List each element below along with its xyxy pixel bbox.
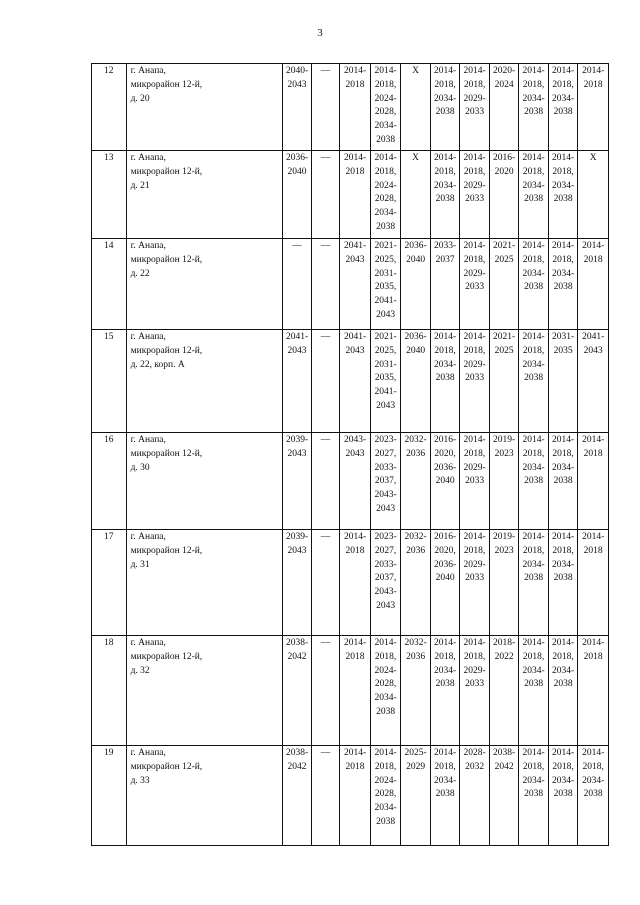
period-cell: 2028- 2032 [460, 746, 490, 846]
period-cell: 2031- 2035 [548, 330, 578, 433]
period-cell: 2014- 2018, 2029- 2033 [460, 330, 490, 433]
period-cell: 2014- 2018 [578, 530, 609, 636]
period-cell: 2014- 2018, 2034- 2038 [548, 746, 578, 846]
table-row [92, 239, 609, 330]
table-row [92, 64, 609, 151]
period-cell: 2023- 2027, 2033- 2037, 2043- 2043 [370, 530, 401, 636]
period-cell: 2020- 2024 [489, 64, 519, 151]
row-number: 13 [92, 151, 127, 239]
address-cell: г. Анапа, микрорайон 12-й, д. 33 [126, 746, 283, 846]
period-cell: 2014- 2018, 2034- 2038 [548, 530, 578, 636]
period-cell: 2041- 2043 [578, 330, 609, 433]
table-row [92, 330, 609, 433]
period-cell: 2019- 2023 [489, 530, 519, 636]
period-cell: 2043- 2043 [340, 433, 371, 530]
period-cell: 2014- 2018 [340, 64, 371, 151]
period-cell: 2033- 2037 [430, 239, 460, 330]
period-cell: 2014- 2018, 2034- 2038 [519, 746, 549, 846]
period-cell: 2036- 2040 [401, 330, 431, 433]
period-cell: 2014- 2018, 2034- 2038 [519, 64, 549, 151]
row-number: 15 [92, 330, 127, 433]
period-cell: 2016- 2020, 2036- 2040 [430, 433, 460, 530]
period-cell: 2014- 2018 [578, 64, 609, 151]
period-cell: — [311, 636, 339, 746]
period-cell: 2041- 2043 [340, 239, 371, 330]
period-cell: 2014- 2018, 2029- 2033 [460, 636, 490, 746]
period-cell: 2018- 2022 [489, 636, 519, 746]
period-cell: 2014- 2018, 2034- 2038 [519, 239, 549, 330]
period-cell: 2038- 2042 [283, 636, 311, 746]
period-cell: 2032- 2036 [401, 636, 431, 746]
address-cell: г. Анапа, микрорайон 12-й, д. 20 [126, 64, 283, 151]
period-cell: 2014- 2018, 2034- 2038 [519, 151, 549, 239]
period-cell: 2014- 2018, 2024- 2028, 2034- 2038 [370, 636, 401, 746]
period-cell: 2014- 2018, 2034- 2038 [519, 530, 549, 636]
period-cell: — [311, 433, 339, 530]
period-cell: 2016- 2020 [489, 151, 519, 239]
period-cell: 2021- 2025 [489, 239, 519, 330]
period-cell: 2014- 2018, 2034- 2038 [519, 636, 549, 746]
period-cell: 2014- 2018, 2034- 2038 [430, 151, 460, 239]
period-cell: — [311, 530, 339, 636]
period-cell: 2014- 2018, 2034- 2038 [519, 433, 549, 530]
period-cell: X [401, 64, 431, 151]
row-number: 12 [92, 64, 127, 151]
period-cell: 2014- 2018 [340, 636, 371, 746]
period-cell: 2014- 2018, 2034- 2038 [548, 636, 578, 746]
period-cell: 2016- 2020, 2036- 2040 [430, 530, 460, 636]
period-cell: X [578, 151, 609, 239]
period-cell: 2041- 2043 [340, 330, 371, 433]
period-cell: 2014- 2018, 2024- 2028, 2034- 2038 [370, 746, 401, 846]
row-number: 19 [92, 746, 127, 846]
period-cell: X [401, 151, 431, 239]
period-cell: 2014- 2018, 2029- 2033 [460, 530, 490, 636]
period-cell: — [311, 330, 339, 433]
address-cell: г. Анапа, микрорайон 12-й, д. 31 [126, 530, 283, 636]
table-row [92, 433, 609, 530]
row-number: 16 [92, 433, 127, 530]
row-number: 14 [92, 239, 127, 330]
address-cell: г. Анапа, микрорайон 12-й, д. 22, корп. А [126, 330, 283, 433]
address-cell: г. Анапа, микрорайон 12-й, д. 22 [126, 239, 283, 330]
period-cell: 2014- 2018, 2034- 2038 [430, 636, 460, 746]
period-cell: 2021- 2025, 2031- 2035, 2041- 2043 [370, 239, 401, 330]
period-cell: 2036- 2040 [283, 151, 311, 239]
period-cell: 2014- 2018, 2034- 2038 [430, 64, 460, 151]
period-cell: 2041- 2043 [283, 330, 311, 433]
address-cell: г. Анапа, микрорайон 12-й, д. 32 [126, 636, 283, 746]
row-number: 17 [92, 530, 127, 636]
period-cell: 2014- 2018, 2034- 2038 [519, 330, 549, 433]
period-cell: 2014- 2018 [340, 530, 371, 636]
period-cell: 2014- 2018, 2024- 2028, 2034- 2038 [370, 64, 401, 151]
period-cell: 2025- 2029 [401, 746, 431, 846]
period-cell: 2019- 2023 [489, 433, 519, 530]
period-cell: 2014- 2018, 2029- 2033 [460, 433, 490, 530]
period-cell: — [311, 746, 339, 846]
period-cell: 2040- 2043 [283, 64, 311, 151]
period-cell: 2014- 2018, 2024- 2028, 2034- 2038 [370, 151, 401, 239]
period-cell: 2039- 2043 [283, 530, 311, 636]
period-cell: 2014- 2018, 2034- 2038 [430, 746, 460, 846]
period-cell: 2038- 2042 [489, 746, 519, 846]
period-cell: 2014- 2018 [340, 151, 371, 239]
period-cell: 2014- 2018, 2034- 2038 [548, 151, 578, 239]
period-cell: 2014- 2018, 2029- 2033 [460, 151, 490, 239]
period-cell: — [283, 239, 311, 330]
table-row [92, 636, 609, 746]
row-number: 18 [92, 636, 127, 746]
period-cell: 2014- 2018, 2029- 2033 [460, 239, 490, 330]
table-row [92, 746, 609, 846]
period-cell: 2014- 2018, 2034- 2038 [548, 433, 578, 530]
period-cell: 2021- 2025 [489, 330, 519, 433]
table-row [92, 151, 609, 239]
period-cell: 2014- 2018, 2034- 2038 [430, 330, 460, 433]
repair-schedule-table [91, 63, 609, 846]
period-cell: — [311, 64, 339, 151]
period-cell: 2014- 2018, 2034- 2038 [548, 239, 578, 330]
period-cell: 2014- 2018 [578, 636, 609, 746]
period-cell: 2023- 2027, 2033- 2037, 2043- 2043 [370, 433, 401, 530]
period-cell: 2014- 2018 [340, 746, 371, 846]
period-cell: 2021- 2025, 2031- 2035, 2041- 2043 [370, 330, 401, 433]
period-cell: — [311, 151, 339, 239]
period-cell: 2036- 2040 [401, 239, 431, 330]
period-cell: 2039- 2043 [283, 433, 311, 530]
period-cell: 2014- 2018 [578, 433, 609, 530]
period-cell: 2032- 2036 [401, 530, 431, 636]
period-cell: 2014- 2018, 2034- 2038 [578, 746, 609, 846]
period-cell: — [311, 239, 339, 330]
period-cell: 2014- 2018, 2034- 2038 [548, 64, 578, 151]
period-cell: 2038- 2042 [283, 746, 311, 846]
period-cell: 2032- 2036 [401, 433, 431, 530]
address-cell: г. Анапа, микрорайон 12-й, д. 21 [126, 151, 283, 239]
page-number: 3 [317, 27, 323, 39]
period-cell: 2014- 2018 [578, 239, 609, 330]
period-cell: 2014- 2018, 2029- 2033 [460, 64, 490, 151]
address-cell: г. Анапа, микрорайон 12-й, д. 30 [126, 433, 283, 530]
table-row [92, 530, 609, 636]
